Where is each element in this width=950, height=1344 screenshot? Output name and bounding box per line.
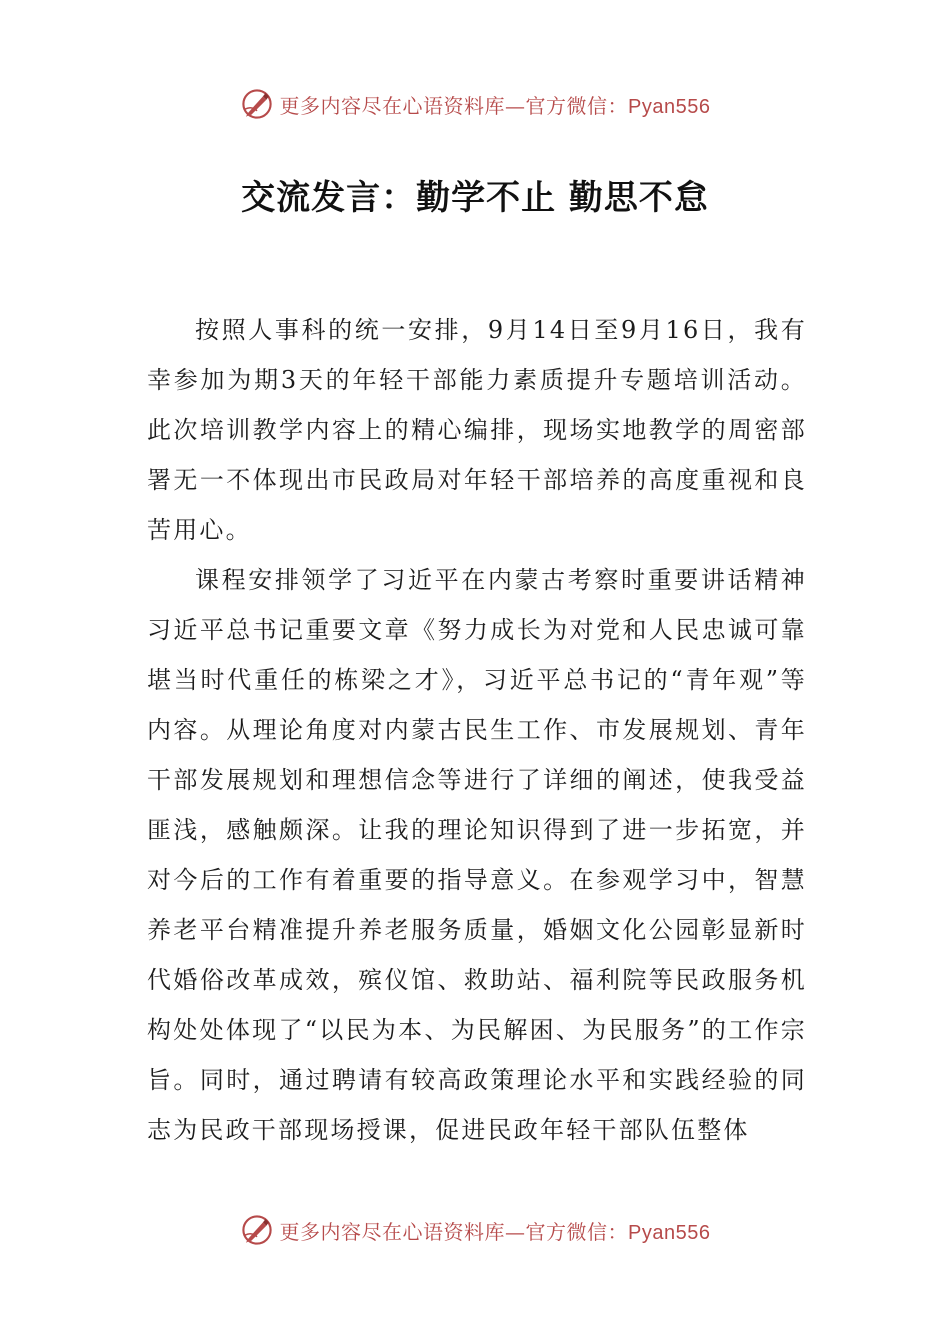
watermark-wechat-id: Pyan556	[628, 1221, 711, 1244]
paragraph-2: 课程安排领学了习近平在内蒙古考察时重要讲话精神习近平总书记重要文章《努力成长为对党和人民忠诚可靠堪当时代重任的栋梁之才》，习近平总书记的“青年观”等内容。从理论角度对内蒙古民生工作、市发展规划、青年干部发展规划和理想信念等进行了详细的阐述，使我受益匪浅，感触颇深。让我的理论知识得到了进一步拓宽，并对今后的工作有着重要的指导意义。在参观学习中，智慧养老平台精准提升养老服务质量，婚姻文化公园彰显新时代婚俗改革成效，殡仪馆、救助站、福利院等民政服务机构处处体现了“以民为本、为民解困、为民服务”的工作宗旨。同时，通过聘请有较高政策理论水平和实践经验的同志为民政干部现场授课，促进民政年轻干部队伍整体	[147, 566, 807, 1144]
document-body	[147, 305, 807, 1155]
document-title: 交流发言：勤学不止 勤思不怠	[241, 178, 709, 218]
footer-watermark	[0, 1210, 950, 1250]
watermark-label: 更多内容尽在心语资料库—官方微信：	[279, 93, 629, 118]
watermark-wechat-id: Pyan556	[628, 95, 711, 118]
pen-logo-icon	[240, 1213, 274, 1247]
watermark-label: 更多内容尽在心语资料库—官方微信：	[279, 1219, 629, 1244]
watermark-text	[280, 90, 711, 119]
pen-logo-icon	[240, 87, 274, 121]
paragraph-1: 按照人事科的统一安排，9月14日至9月16日，我有幸参加为期3天的年轻干部能力素质提升专题培训活动。此次培训教学内容上的精心编排，现场实地教学的周密部署无一不体现出市民政局对年轻干部培养的高度重视和良苦用心。	[147, 316, 807, 544]
watermark-text	[280, 1216, 711, 1245]
header-watermark	[0, 84, 950, 124]
